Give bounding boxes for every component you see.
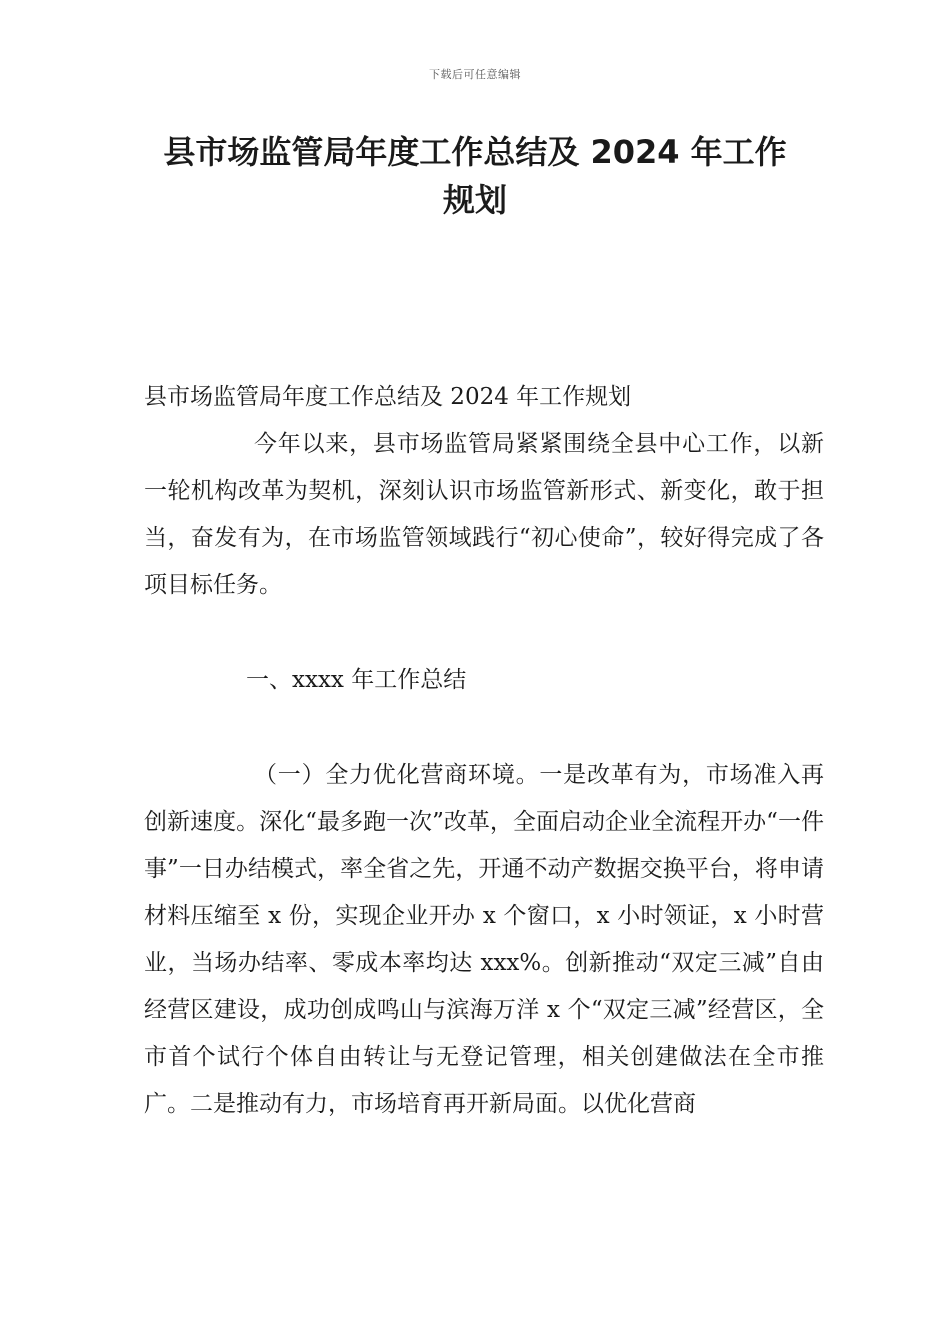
document-title xyxy=(120,128,830,224)
document-subtitle: 县市场监管局年度工作总结及 2024 年工作规划 xyxy=(144,384,632,410)
document-body xyxy=(144,374,824,1128)
intro-paragraph: 今年以来，县市场监管局紧紧围绕全县中心工作，以新一轮机构改革为契机，深刻认识市场监管新形式、新变化，敢于担当，奋发有为，在市场监管领域践行“初心使命”，较好得完成了各项目标任务。 xyxy=(144,431,824,598)
section-paragraph: （一）全力优化营商环境。一是改革有为，市场准入再创新速度。深化“最多跑一次”改革，全面启动企业全流程开办“一件事”一日办结模式，率全省之先，开通不动产数据交换平台，将申请材料压缩至 x 份，实现企业开办 x 个窗口，x 小时领证，x 小时营业，当场办结率、零成本率均达 xxx%。创新推动“双定三减”自由经营区建设，成功创成鸣山与滨海万洋 x 个“双定三减”经营区，全市首个试行个体自由转让与无登记管理，相关创建做法在全市推广。二是推动有力，市场培育再开新局面。以优化营商 xyxy=(144,762,824,1117)
section-heading: 一、xxxx 年工作总结 xyxy=(246,667,467,693)
header-note: 下载后可任意编辑 xyxy=(429,68,521,81)
document-title-line-2: 规划 xyxy=(442,181,507,219)
document-title-line-1: 县市场监管局年度工作总结及 2024 年工作 xyxy=(163,133,787,171)
